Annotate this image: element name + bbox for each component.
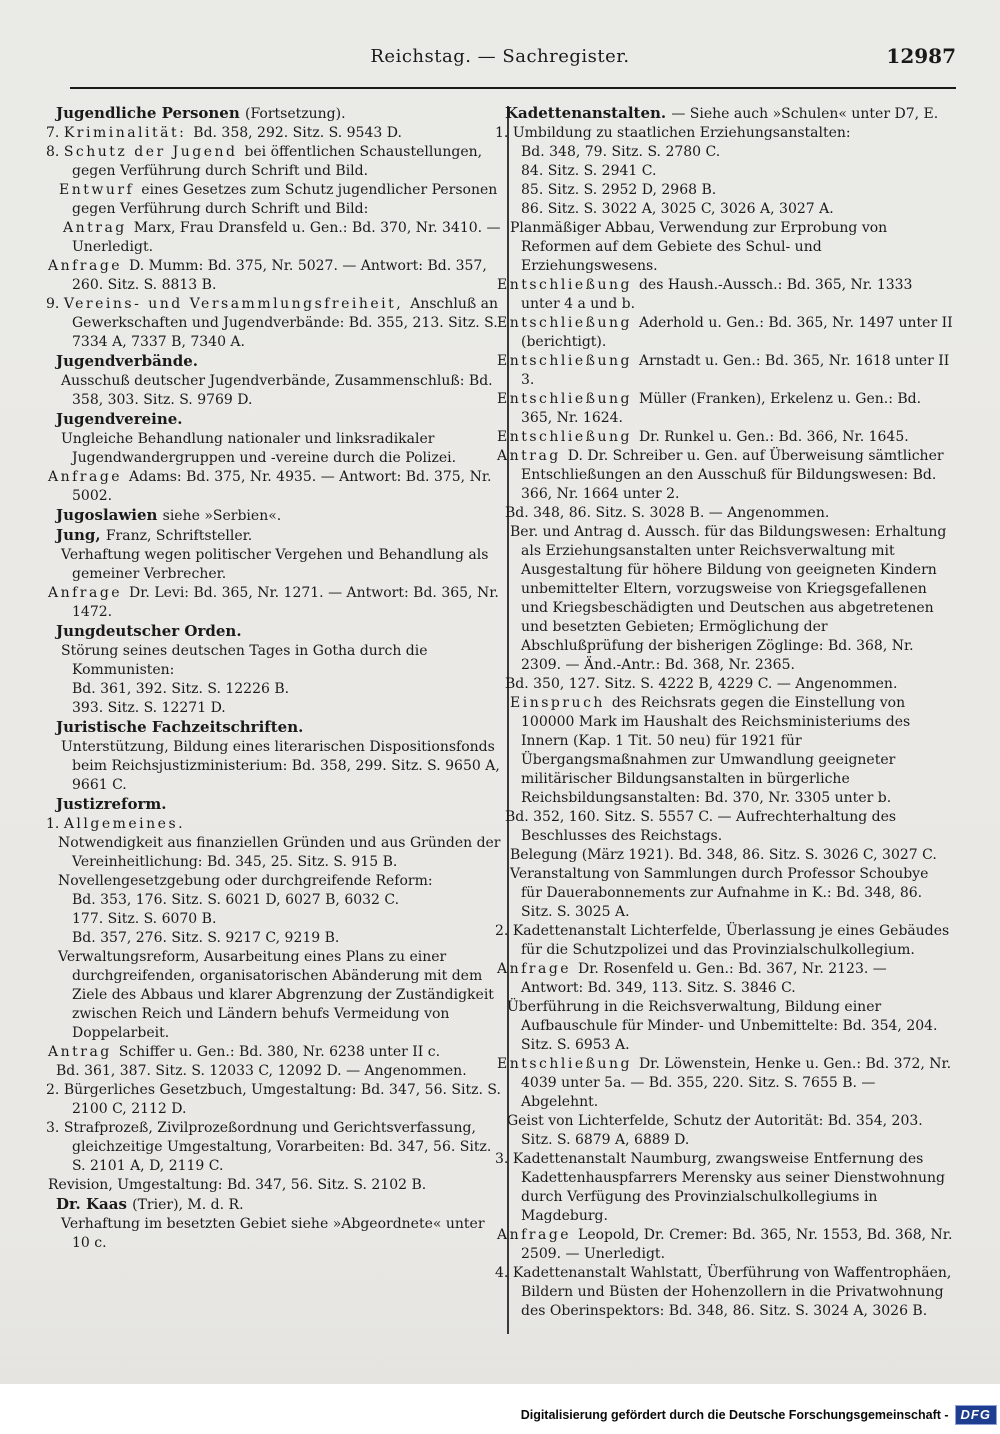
index-line: 8. Schutz der Jugend bei öffentlichen Schaustellungen, gegen Verführung durch Schrift und Bild.	[46, 144, 483, 179]
item-number: 7.	[46, 125, 64, 141]
index-line: Anfrage Adams: Bd. 375, Nr. 4935. — Antwort: Bd. 375, Nr. 5002.	[48, 469, 492, 504]
page-header-title: Reichstag. — Sachregister.	[370, 46, 630, 67]
emphasized-word: Entwurf	[59, 182, 142, 198]
item-number: 3.	[495, 1151, 513, 1167]
emphasized-word: Allgemeines.	[63, 816, 186, 832]
index-headword-line	[56, 622, 502, 642]
index-line: 3. Strafprozeß, Zivilprozeßordnung und Gerichtsverfassung, gleichzeitige Umgestaltung, Vorarbeiten: Bd. 347, 56. Sitz. S. 2101 A, D, 2119 C.	[46, 1120, 492, 1174]
dfg-logo: DFG	[955, 1405, 997, 1425]
item-number: 2.	[46, 1082, 64, 1098]
emphasized-word: Anfrage	[497, 961, 579, 977]
index-line: 86. Sitz. S. 3022 A, 3025 C, 3026 A, 3027 A.	[521, 201, 834, 217]
item-number: 1.	[495, 125, 513, 141]
headword-text: Justizreform.	[56, 795, 167, 813]
index-line: 9. Vereins- und Versammlungsfreiheit, Anschluß an Gewerkschaften und Jugendverbände: Bd. 355, 213. Sitz. S. 7334 A, 7337 B, 7340 A.	[46, 296, 499, 350]
index-line: 2. Kadettenanstalt Lichterfelde, Überlassung je eines Gebäudes für die Schutzpolizei und das Provinzialschulkollegium.	[495, 923, 950, 958]
index-line: Veranstaltung von Sammlungen durch Professor Schoubye für Dauerabonnements zur Aufnahme in K.: Bd. 348, 86. Sitz. S. 3025 A.	[510, 866, 929, 920]
index-line: 2. Bürgerliches Gesetzbuch, Umgestaltung: Bd. 347, 56. Sitz. S. 2100 C, 2112 D.	[46, 1082, 501, 1117]
index-headword-line: Kadettenanstalten. — Siehe auch »Schulen« unter D7, E.	[505, 104, 939, 122]
emphasized-word: Entschließung	[497, 1056, 639, 1072]
index-line: Anfrage D. Mumm: Bd. 375, Nr. 5027. — Antwort: Bd. 357, 260. Sitz. S. 8813 B.	[48, 258, 487, 293]
index-headword-line	[56, 718, 502, 738]
index-line: Entwurf eines Gesetzes zum Schutz jugendlicher Personen gegen Verführung durch Schrift und Bild:	[59, 182, 498, 217]
index-line: 84. Sitz. S. 2941 C.	[521, 163, 657, 179]
index-line: 393. Sitz. S. 12271 D.	[72, 700, 226, 716]
emphasized-word: Antrag	[497, 448, 568, 464]
headword-text: Jugoslawien	[56, 506, 163, 524]
emphasized-word: Entschließung	[497, 429, 639, 445]
headword-text: Jungdeutscher Orden.	[56, 622, 242, 640]
index-headword-line: Dr. Kaas (Trier), M. d. R.	[56, 1195, 244, 1213]
index-line: 1. Umbildung zu staatlichen Erziehungsanstalten:	[495, 125, 851, 141]
emphasized-word: Einspruch	[510, 695, 612, 711]
index-line: Anfrage Dr. Rosenfeld u. Gen.: Bd. 367, Nr. 2123. — Antwort: Bd. 349, 113. Sitz. S. 3846 C.	[497, 961, 887, 996]
index-line: Entschließung Dr. Runkel u. Gen.: Bd. 366, Nr. 1645.	[497, 429, 909, 445]
index-headword-line: Jugendliche Personen (Fortsetzung).	[56, 104, 346, 122]
item-number: 2.	[495, 923, 513, 939]
index-line: Ber. und Antrag d. Aussch. für das Bildungswesen: Erhaltung als Erziehungsanstalten unter Reichsverwaltung mit Ausgestaltung für höhere Bildung von geeigneten Kindern unbemittelter Eltern, vorzugsweise von Kriegsgefallenen und Kriegsbeschädigten und Deutschen aus abgetretenen und besetzten Gebieten; Ermöglichung der Abschlußprüfung der bisherigen Zöglinge: Bd. 368, Nr. 2309. — Änd.-Antr.: Bd. 368, Nr. 2365.	[510, 524, 947, 673]
index-line: Ungleiche Behandlung nationaler und linksradikaler Jugendwandergruppen und -vereine durch die Polizei.	[61, 431, 457, 466]
index-line: Antrag D. Dr. Schreiber u. Gen. auf Überweisung sämtlicher Entschließungen an den Ausschuß für Bildungswesen: Bd. 366, Nr. 1664 unter 2.	[497, 448, 944, 502]
left-column	[46, 104, 502, 1253]
index-line: Bd. 353, 176. Sitz. S. 6021 D, 6027 B, 6032 C.	[72, 892, 400, 908]
index-line: Bd. 350, 127. Sitz. S. 4222 B, 4229 C. — Angenommen.	[505, 676, 898, 692]
index-line: 3. Kadettenanstalt Naumburg, zwangsweise Entfernung des Kadettenhauspfarrers Merensky aus seiner Dienstwohnung durch Verfügung des Provinzialschulkollegiums in Magdeburg.	[495, 1151, 945, 1224]
index-headword-line	[56, 410, 502, 430]
index-line: Entschließung des Haush.-Aussch.: Bd. 365, Nr. 1333 unter 4 a und b.	[497, 277, 913, 312]
digitization-credit-text: Digitalisierung gefördert durch die Deutsche Forschungsgemeinschaft -	[520, 1408, 949, 1422]
index-line: Verhaftung wegen politischer Vergehen und Behandlung als gemeiner Verbrecher.	[61, 547, 489, 582]
index-line: Überführung in die Reichsverwaltung, Bildung einer Aufbauschule für Minder- und Unbemittelte: Bd. 354, 204. Sitz. S. 6953 A.	[507, 999, 938, 1053]
index-line: Einspruch des Reichsrats gegen die Einstellung von 100000 Mark im Haushalt des Reichsministeriums des Innern (Kap. 1 Tit. 50 neu) für 1921 für Übergangsmaßnahmen zur Umwandlung geeigneter militärischer Bildungsanstalten in bürgerliche Reichsbildungsanstalten: Bd. 370, Nr. 3305 unter b.	[510, 695, 911, 806]
index-line: Unterstützung, Bildung eines literarischen Dispositionsfonds beim Reichsjustizministerium: Bd. 358, 299. Sitz. S. 9650 A, 9661 C.	[61, 739, 500, 793]
emphasized-word: Entschließung	[497, 315, 639, 331]
item-number: 4.	[495, 1265, 513, 1281]
index-headword-line	[56, 795, 502, 815]
item-number: 9.	[46, 296, 64, 312]
index-line: Belegung (März 1921). Bd. 348, 86. Sitz. S. 3026 C, 3027 C.	[510, 847, 937, 863]
item-number: 8.	[46, 144, 64, 160]
index-headword-line: Jung, Franz, Schriftsteller.	[56, 526, 253, 544]
index-line: 4. Kadettenanstalt Wahlstatt, Überführung von Waffentrophäen, Bildern und Büsten der Hohenzollern in die Privatwohnung des Oberinspektors: Bd. 348, 86. Sitz. S. 3024 A, 3026 B.	[495, 1265, 952, 1319]
index-line: Bd. 348, 79. Sitz. S. 2780 C.	[521, 144, 721, 160]
page-number: 12987	[886, 44, 956, 68]
index-line: Novellengesetzgebung oder durchgreifende Reform:	[58, 873, 433, 889]
index-line: Entschließung Aderhold u. Gen.: Bd. 365, Nr. 1497 unter II (berichtigt).	[497, 315, 953, 350]
index-line: Ausschuß deutscher Jugendverbände, Zusammenschluß: Bd. 358, 303. Sitz. S. 9769 D.	[61, 373, 493, 408]
emphasized-word: Antrag	[63, 220, 134, 236]
headword-text: Jung,	[56, 526, 106, 544]
emphasized-word: Schutz der Jugend	[63, 144, 245, 160]
headword-text: Jugendvereine.	[56, 410, 183, 428]
index-line: Verwaltungsreform, Ausarbeitung eines Plans zu einer durchgreifenden, organisatorischen Abänderung mit dem Ziele des Abbaus und klarer Abgrenzung der Zuständigkeit zwischen Reich und Ländern behufs Vermeidung von Doppelarbeit.	[58, 949, 494, 1041]
index-line: Planmäßiger Abbau, Verwendung zur Erprobung von Reformen auf dem Gebiete des Schul- und Erziehungswesens.	[510, 220, 888, 274]
emphasized-word: Anfrage	[497, 1227, 579, 1243]
index-line: Verhaftung im besetzten Gebiet siehe »Abgeordnete« unter 10 c.	[61, 1216, 485, 1251]
index-line: Anfrage Dr. Levi: Bd. 365, Nr. 1271. — Antwort: Bd. 365, Nr. 1472.	[48, 585, 499, 620]
index-line: Entschließung Dr. Löwenstein, Henke u. Gen.: Bd. 372, Nr. 4039 unter 5a. — Bd. 355, 220. Sitz. S. 7655 B. — Abgelehnt.	[497, 1056, 952, 1110]
item-number: 1.	[46, 816, 64, 832]
headword-text: Dr. Kaas	[56, 1195, 133, 1213]
index-line: Geist von Lichterfelde, Schutz der Autorität: Bd. 354, 203. Sitz. S. 6879 A, 6889 D.	[507, 1113, 923, 1148]
headword-text: Jugendliche Personen	[56, 104, 245, 122]
header-rule	[70, 87, 956, 89]
emphasized-word: Antrag	[48, 1044, 119, 1060]
index-headword-line	[56, 352, 502, 372]
index-line: 7. Kriminalität: Bd. 358, 292. Sitz. S. 9543 D.	[46, 125, 402, 141]
index-line: Bd. 348, 86. Sitz. S. 3028 B. — Angenommen.	[505, 505, 830, 521]
index-line: Bd. 357, 276. Sitz. S. 9217 C, 9219 B.	[72, 930, 340, 946]
index-line: Antrag Schiffer u. Gen.: Bd. 380, Nr. 6238 unter II c.	[48, 1044, 441, 1060]
index-line: Bd. 361, 387. Sitz. S. 12033 C, 12092 D. — Angenommen.	[56, 1063, 467, 1079]
emphasized-word: Vereins- und Versammlungsfreiheit,	[63, 296, 411, 312]
index-line: Bd. 352, 160. Sitz. S. 5557 C. — Aufrechterhaltung des Beschlusses des Reichstags.	[505, 809, 897, 844]
index-line: Entschließung Arnstadt u. Gen.: Bd. 365, Nr. 1618 unter II 3.	[497, 353, 950, 388]
index-line: Notwendigkeit aus finanziellen Gründen und aus Gründen der Vereinheitlichung: Bd. 345, 25. Sitz. S. 915 B.	[58, 835, 501, 870]
index-line: 177. Sitz. S. 6070 B.	[72, 911, 217, 927]
footer-strip	[0, 1384, 1000, 1434]
index-line: Entschließung Müller (Franken), Erkelenz u. Gen.: Bd. 365, Nr. 1624.	[497, 391, 922, 426]
index-headword-line: Jugoslawien siehe »Serbien«.	[56, 506, 282, 524]
index-line: Anfrage Leopold, Dr. Cremer: Bd. 365, Nr. 1553, Bd. 368, Nr. 2509. — Unerledigt.	[497, 1227, 953, 1262]
item-number: 3.	[46, 1120, 64, 1136]
emphasized-word: Entschließung	[497, 277, 639, 293]
index-line: Bd. 361, 392. Sitz. S. 12226 B.	[72, 681, 290, 697]
headword-text: Jugendverbände.	[56, 352, 198, 370]
index-line: Revision, Umgestaltung: Bd. 347, 56. Sitz. S. 2102 B.	[48, 1177, 427, 1193]
index-line: Störung seines deutschen Tages in Gotha durch die Kommunisten:	[61, 643, 428, 678]
index-line	[46, 815, 502, 834]
emphasized-word: Kriminalität:	[63, 125, 194, 141]
right-column	[495, 104, 953, 1321]
emphasized-word: Anfrage	[48, 585, 130, 601]
digitization-credit	[521, 1405, 997, 1425]
emphasized-word: Entschließung	[497, 353, 639, 369]
headword-text: Kadettenanstalten.	[505, 104, 672, 122]
emphasized-word: Anfrage	[48, 258, 130, 274]
emphasized-word: Entschließung	[497, 391, 639, 407]
index-line: 85. Sitz. S. 2952 D, 2968 B.	[521, 182, 717, 198]
index-line: Antrag Marx, Frau Dransfeld u. Gen.: Bd. 370, Nr. 3410. — Unerledigt.	[63, 220, 501, 255]
headword-text: Juristische Fachzeitschriften.	[56, 718, 304, 736]
emphasized-word: Anfrage	[48, 469, 130, 485]
